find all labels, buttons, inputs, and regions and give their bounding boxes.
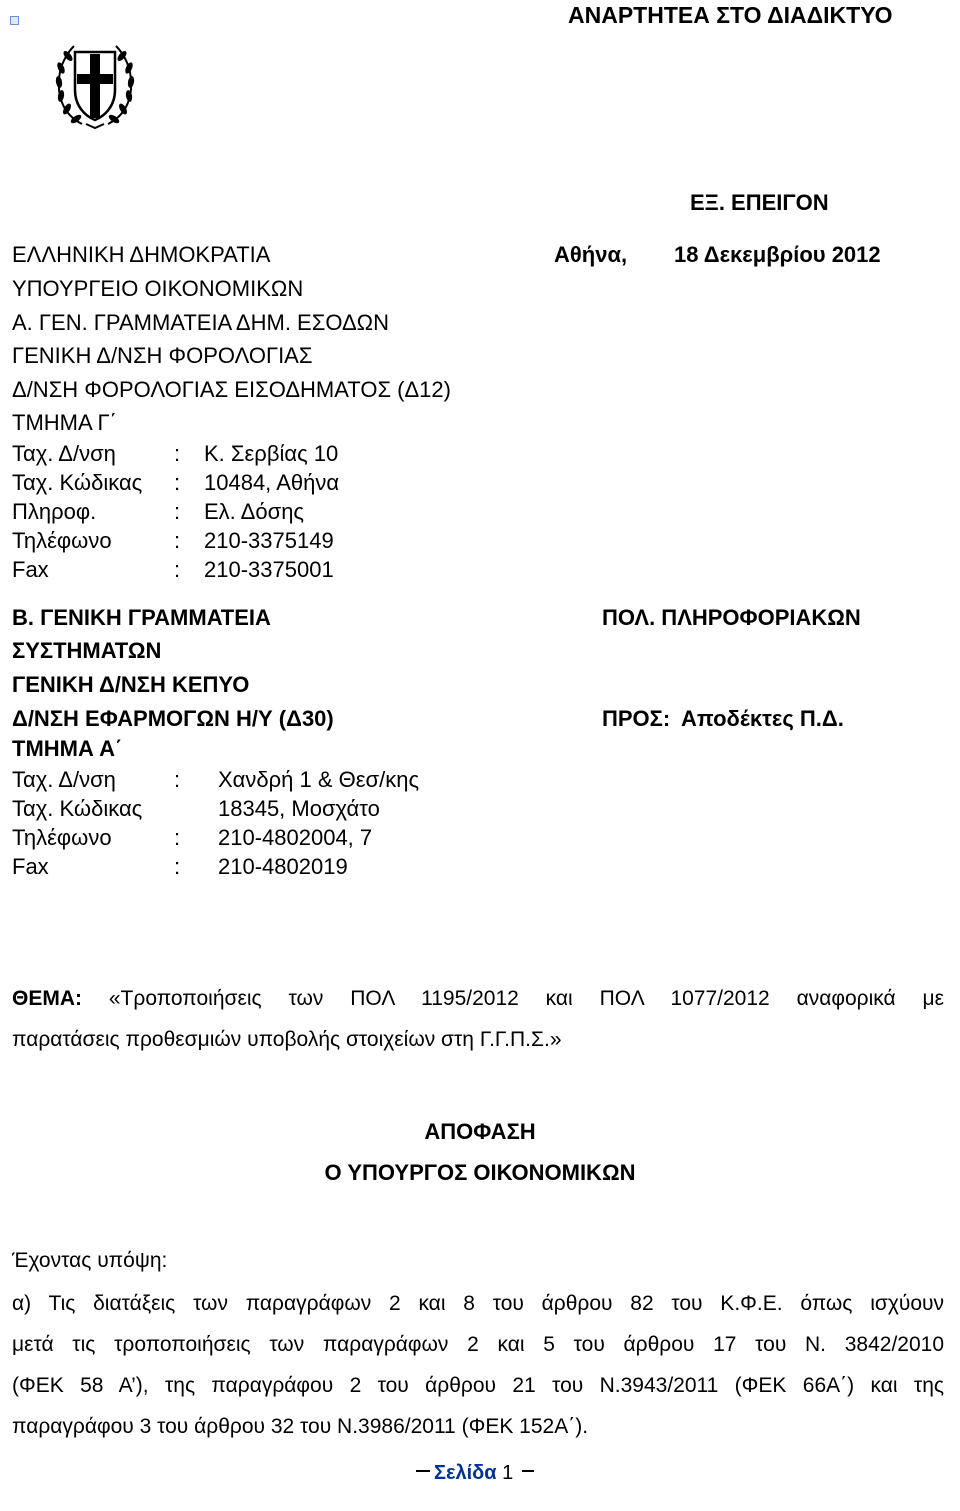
contact-label: Ταχ. Δ/νση <box>12 441 116 466</box>
contact-label: Fax <box>12 557 49 582</box>
sender2-line-1: Β. ΓΕΝΙΚΗ ΓΡΑΜΜΑΤΕΙΑ <box>12 605 271 630</box>
contact-value: 18345, Μοσχάτο <box>218 796 380 821</box>
contact-label: Ταχ. Κώδικας <box>12 796 143 821</box>
subject-line-1 <box>12 978 944 1019</box>
paragraph-a-line: παραγράφου 3 του άρθρου 32 του Ν.3986/2011 (ΦΕΚ 152Α΄). <box>12 1415 589 1438</box>
contact-sep: : <box>174 854 181 879</box>
contact-sep: : <box>174 557 181 582</box>
contact-label: Ταχ. Κώδικας <box>12 470 143 495</box>
paragraph-a-line: α) Τις διατάξεις των παραγράφων 2 και 8 του άρθρου 82 του Κ.Φ.Ε. όπως ισχύουν <box>12 1292 944 1315</box>
paragraph-a-line: (ΦΕΚ 58 Α’), της παραγράφου 2 του άρθρου 21 του Ν.3943/2011 (ΦΕΚ 66Α΄) και της <box>12 1374 944 1397</box>
greek-coat-of-arms-icon <box>52 38 138 132</box>
footer-rule-left <box>416 1470 430 1472</box>
decision-authority: Ο ΥΠΟΥΡΓΟΣ ΟΙΚΟΝΟΜΙΚΩΝ <box>324 1160 636 1185</box>
page-footer <box>434 1460 513 1486</box>
sender1-line-3: Α. ΓΕΝ. ΓΡΑΜΜΑΤΕΙΑ ΔΗΜ. ΕΣΟΔΩΝ <box>12 310 389 335</box>
sender2-info-tail: ΠΟΛ. ΠΛΗΡΟΦΟΡΙΑΚΩΝ <box>602 605 861 630</box>
contact-value: 210-3375149 <box>204 528 334 553</box>
contact-value: Κ. Σερβίας 10 <box>204 441 339 466</box>
sender1-line-6: ΤΜΗΜΑ Γ΄ <box>12 410 117 435</box>
date-place: Αθήνα, <box>554 242 628 267</box>
recipient-label: ΠΡΟΣ: <box>602 706 671 731</box>
contact-sep: : <box>174 499 181 524</box>
footer-rule-right <box>522 1470 534 1472</box>
page-label: Σελίδα <box>434 1462 497 1484</box>
contact-label: Fax <box>12 854 49 879</box>
sender2-line-2: ΣΥΣΤΗΜΑΤΩΝ <box>12 638 162 663</box>
paragraph-a-line: μετά τις τροποποιήσεις των παραγράφων 2 και 5 του άρθρου 17 του Ν. 3842/2010 <box>12 1333 944 1356</box>
contact-sep: : <box>174 470 181 495</box>
body-intro: Έχοντας υπόψη: <box>12 1249 168 1272</box>
subject-line-2: παρατάσεις προθεσμιών υποβολής στοιχείων στη Γ.Γ.Π.Σ.» <box>12 1028 562 1051</box>
contact-value: Ελ. Δόσης <box>204 499 305 524</box>
contact-sep: : <box>174 825 181 850</box>
contact-value: 210-3375001 <box>204 557 334 582</box>
page-number: 1 <box>502 1462 514 1484</box>
contact-value: 210-4802004, 7 <box>218 825 373 850</box>
contact-label: Τηλέφωνο <box>12 825 112 850</box>
contact-label: Πληροφ. <box>12 499 97 524</box>
page-marker <box>10 16 19 25</box>
sender1-line-4: ΓΕΝΙΚΗ Δ/ΝΣΗ ΦΟΡΟΛΟΓΙΑΣ <box>12 343 313 368</box>
sender2-line-4: Δ/ΝΣΗ ΕΦΑΡΜΟΓΩΝ Η/Υ (Δ30) <box>12 706 334 731</box>
sender2-line-3: ΓΕΝΙΚΗ Δ/ΝΣΗ ΚΕΠΥΟ <box>12 672 250 697</box>
sender1-line-5: Δ/ΝΣΗ ΦΟΡΟΛΟΓΙΑΣ ΕΙΣΟΔΗΜΑΤΟΣ (Δ12) <box>12 377 451 402</box>
subject-block <box>12 978 944 1060</box>
contact-label: Τηλέφωνο <box>12 528 112 553</box>
contact-value: 10484, Αθήνα <box>204 470 340 495</box>
recipient-value: Αποδέκτες Π.Δ. <box>681 706 844 731</box>
contact-sep: : <box>174 441 181 466</box>
contact-value: 210-4802019 <box>218 854 348 879</box>
subject-label: ΘΕΜΑ: <box>12 987 82 1010</box>
publish-notice: ΑΝΑΡΤΗΤΕΑ ΣΤΟ ΔΙΑΔΙΚΤΥΟ <box>568 2 893 28</box>
document-date: 18 Δεκεμβρίου 2012 <box>674 242 881 267</box>
sender1-line-2: ΥΠΟΥΡΓΕΙΟ ΟΙΚΟΝΟΜΙΚΩΝ <box>12 276 304 301</box>
sender2-line-5: ΤΜΗΜΑ Α΄ <box>12 736 123 761</box>
decision-title: ΑΠΟΦΑΣΗ <box>424 1119 536 1144</box>
paragraph-a <box>12 1283 944 1447</box>
contact-value: Χανδρή 1 & Θεσ/κης <box>218 767 420 792</box>
contact-sep: : <box>174 767 181 792</box>
subject-text-1: «Τροποποιήσεις των ΠΟΛ 1195/2012 και ΠΟΛ 1077/2012 αναφορικά με <box>108 987 944 1010</box>
contact-label: Ταχ. Δ/νση <box>12 767 116 792</box>
urgency-label: ΕΞ. ΕΠΕΙΓΟΝ <box>690 190 829 215</box>
sender1-line-1: ΕΛΛΗΝΙΚΗ ΔΗΜΟΚΡΑΤΙΑ <box>12 242 271 267</box>
contact-sep: : <box>174 528 181 553</box>
